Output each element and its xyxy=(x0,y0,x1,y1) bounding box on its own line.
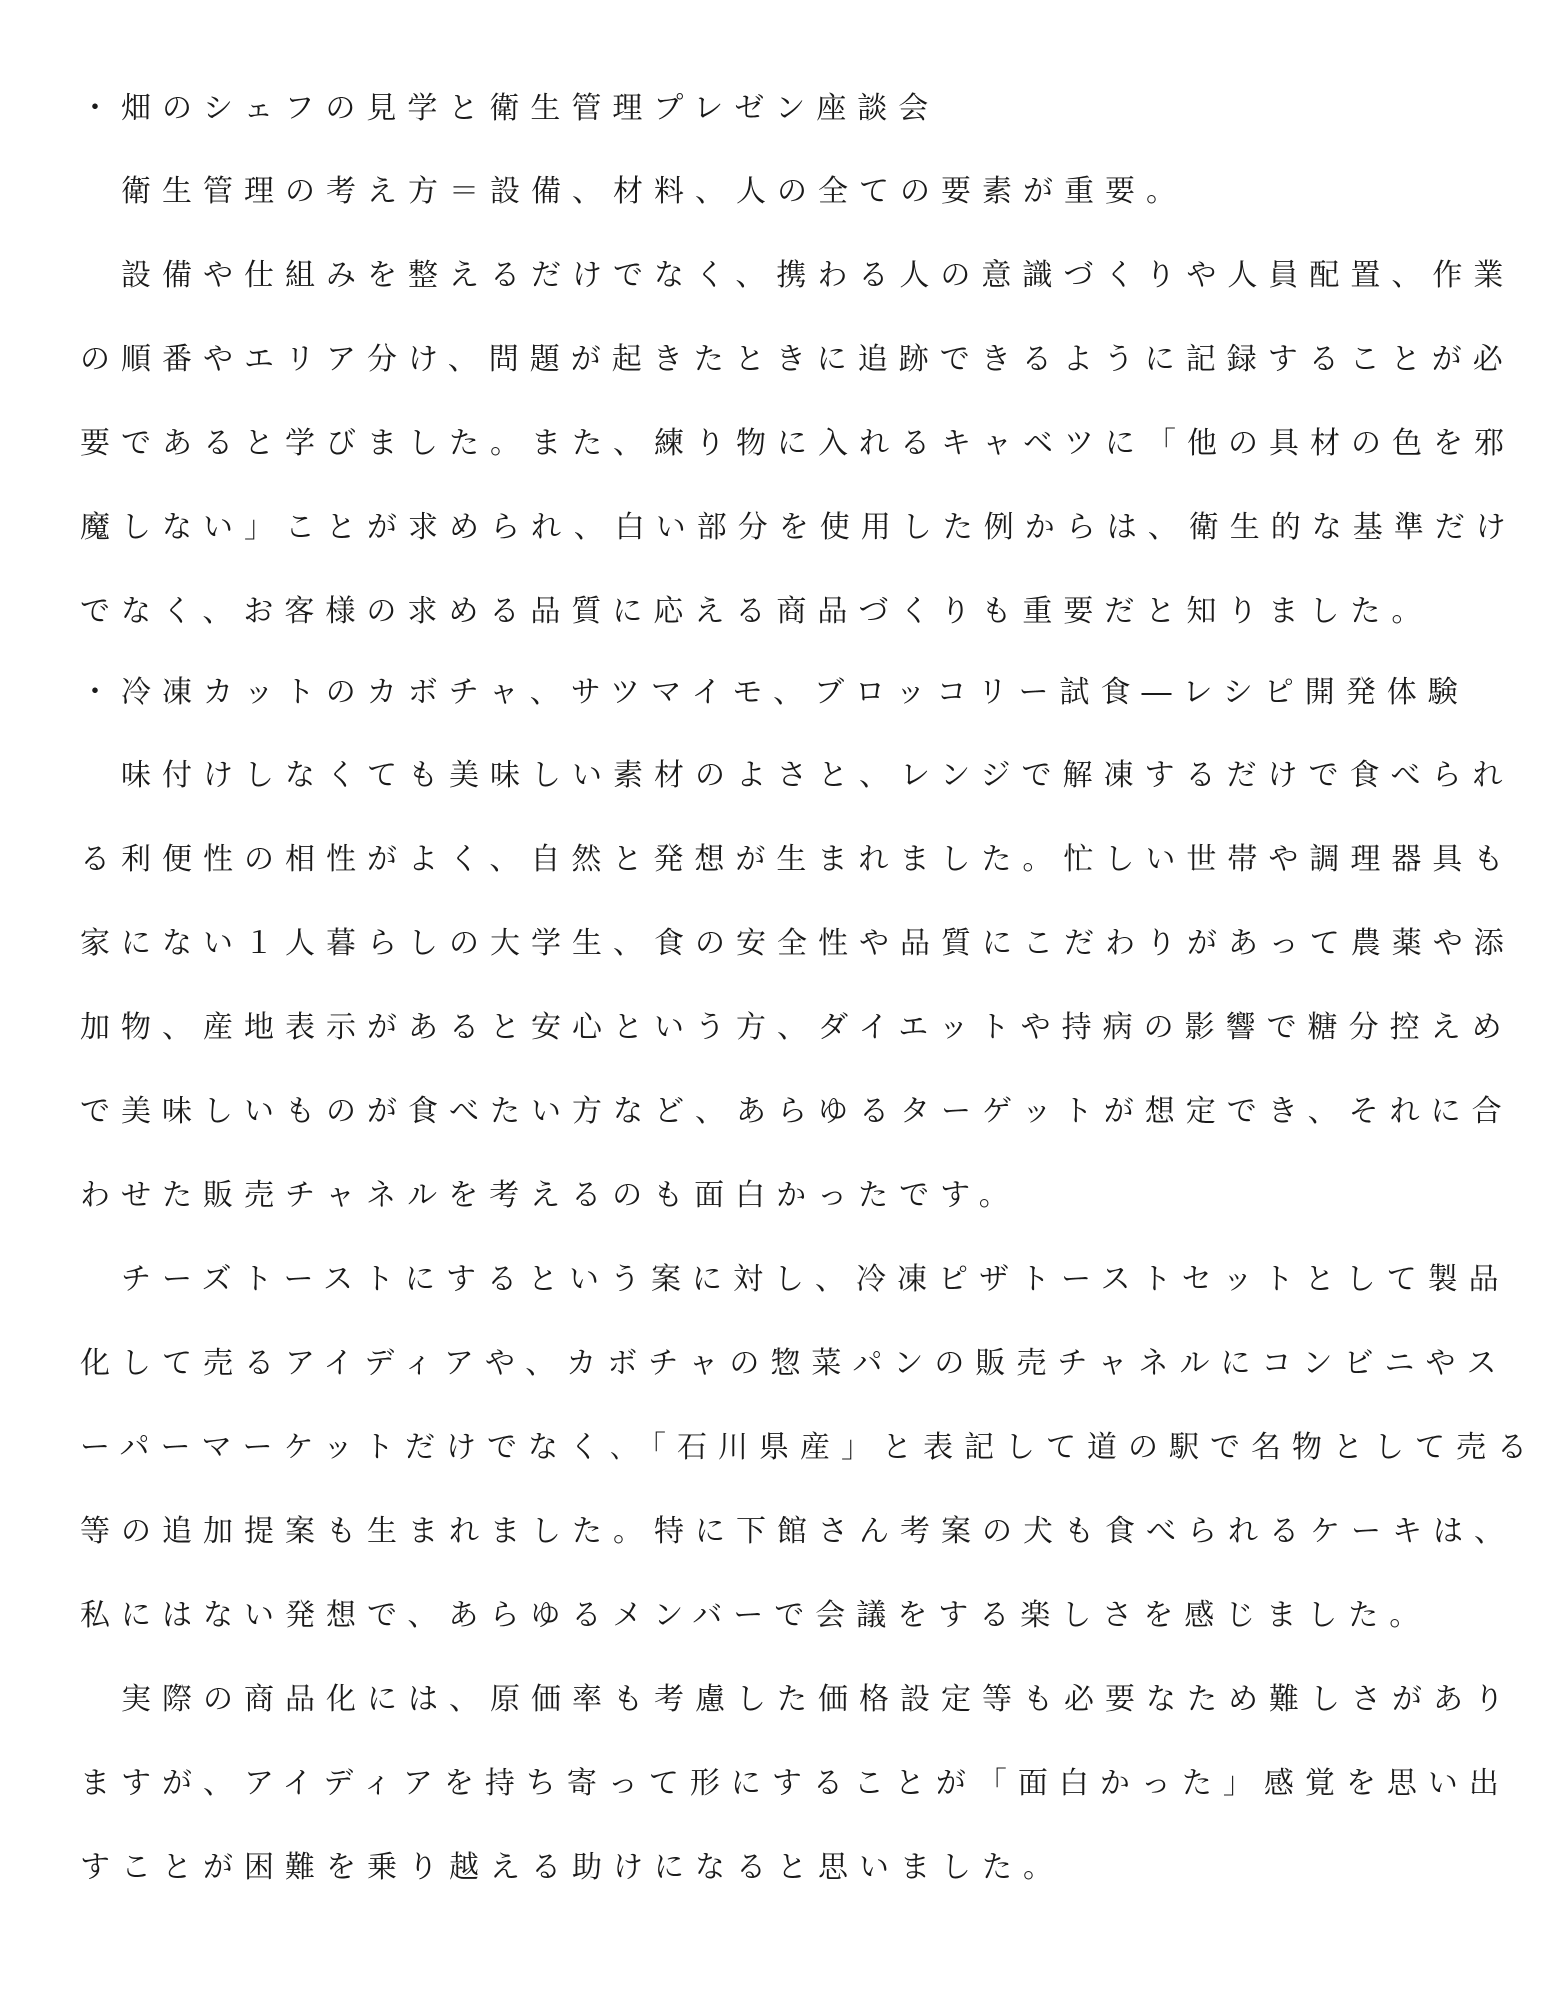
text-line: 私にはない発想で、あらゆるメンバーで会議をする楽しさを感じました。 xyxy=(80,1598,1431,1633)
paragraph xyxy=(80,734,1515,1238)
text-line: る利便性の相性がよく、自然と発想が生まれました。忙しい世帯や調理器具も xyxy=(80,842,1515,877)
section-heading-recipe: ・冷凍カットのカボチャ、サツマイモ、ブロッコリー試食―レシピ開発体験 xyxy=(80,675,1469,710)
text-line: ますが、アイディアを持ち寄って形にすることが「面白かった」感覚を思い出 xyxy=(80,1766,1510,1801)
text-line: 等の追加提案も生まれました。特に下館さん考案の犬も食べられるケーキは、 xyxy=(80,1514,1515,1549)
text-line: 化して売るアイディアや、カボチャの惣菜パンの販売チャネルにコンビニやス xyxy=(80,1346,1508,1381)
paragraph xyxy=(80,150,1470,234)
text-line: 家にない１人暮らしの大学生、食の安全性や品質にこだわりがあって農薬や添 xyxy=(80,926,1515,961)
section-heading-hygiene: ・畑のシェフの見学と衛生管理プレゼン座談会 xyxy=(80,91,940,126)
text-line: 加物、産地表示があると安心という方、ダイエットや持病の影響で糖分控えめ xyxy=(80,1010,1513,1045)
text-line: 設備や仕組みを整えるだけでなく、携わる人の意識づくりや人員配置、作業 xyxy=(80,258,1515,293)
text-line: の順番やエリア分け、問題が起きたときに追跡できるように記録することが必 xyxy=(80,342,1514,377)
text-line: で美味しいものが食べたい方など、あらゆるターゲットが想定でき、それに合 xyxy=(80,1094,1513,1129)
text-line: 衛生管理の考え方＝設備、材料、人の全ての要素が重要。 xyxy=(80,174,1187,209)
document-page xyxy=(80,70,1538,1910)
text-line: チーズトーストにするという案に対し、冷凍ピザトーストセットとして製品 xyxy=(80,1262,1510,1297)
text-line: 要であると学びました。また、練り物に入れるキャベツに「他の具材の色を邪 xyxy=(80,426,1515,461)
paragraph xyxy=(80,1658,1515,1910)
text-line: 実際の商品化には、原価率も考慮した価格設定等も必要なため難しさがあり xyxy=(80,1682,1515,1717)
text-line: 味付けしなくても美味しい素材のよさと、レンジで解凍するだけで食べられ xyxy=(80,758,1514,793)
paragraph xyxy=(80,234,1517,654)
paragraph xyxy=(80,1238,1538,1658)
text-line: でなく、お客様の求める品質に応える商品づくりも重要だと知りました。 xyxy=(80,594,1433,629)
text-line: 魔しない」ことが求められ、白い部分を使用した例からは、衛生的な基準だけ xyxy=(80,510,1517,545)
text-line: すことが困難を乗り越える助けになると思いました。 xyxy=(80,1850,1064,1885)
text-line: わせた販売チャネルを考えるのも面白かったです。 xyxy=(80,1178,1020,1213)
text-line: ーパーマーケットだけでなく､「石川県産」と表記して道の駅で名物として売る xyxy=(80,1430,1538,1465)
